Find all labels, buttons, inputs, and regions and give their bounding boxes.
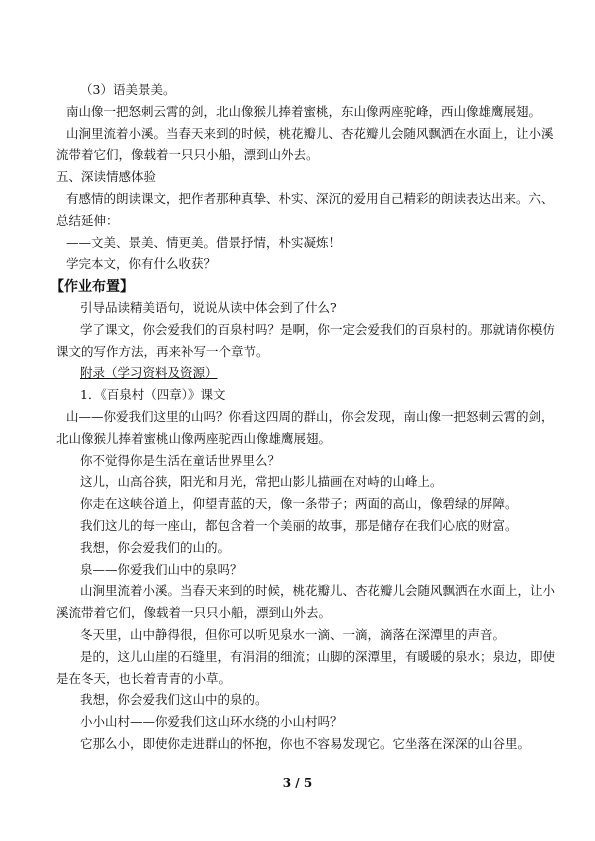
- page-number: 3 / 5: [282, 776, 313, 790]
- text-line: 学完本文，你有什么收获？: [66, 256, 217, 271]
- text-line: 这儿，山高谷狭，阳光和月光，常把山影儿描画在对峙的山峰上。: [80, 474, 443, 489]
- text-line: 是在冬天，也长着青青的小草。: [56, 671, 232, 686]
- section-heading: 五、深读情感体验: [56, 169, 157, 184]
- text-line: 流带着它们，像载着一只只小船，漂到山外去。: [56, 147, 319, 162]
- text-line: 你走在这峡谷道上，仰望青蓝的天，像一条带子；两面的高山，像碧绿的屏障。: [80, 496, 518, 511]
- text-line: 山涧里流着小溪。当春天来到的时候，桃花瓣儿、杏花瓣儿会随风飘洒在水面上，让小: [80, 583, 556, 598]
- text-line: ——文美、景美、情更美。借景抒情，朴实凝炼！: [66, 235, 342, 250]
- text-line: 我想，你会爱我们的山的。: [80, 540, 231, 555]
- text-line: 引导品读精美语句，说说从读中体会到了什么?: [80, 300, 337, 315]
- text-line: 学了课文，你会爱我们的百泉村吗？是啊，你一定会爱我们的百泉村的。那就请你模仿: [80, 322, 556, 337]
- homework-heading: 【作业布置】: [50, 279, 134, 295]
- text-line: 我们这儿的每一座山，都包含着一个美丽的故事，那是储存在我们心底的财富。: [80, 518, 518, 533]
- text-line: 溪流带着它们，像载着一只只小船，漂到山外去。: [56, 605, 332, 620]
- text-line: 山——你爱我们这里的山吗？你看这四周的群山，你会发现，南山像一把怒刺云霄的剑，: [66, 409, 554, 424]
- text-line: 北山像猴儿捧着蜜桃山像两座驼西山像雄鹰展翅。: [56, 431, 332, 446]
- text-line: 南山像一把怒刺云霄的剑，北山像猴儿捧着蜜桃，东山像两座驼峰，西山像雄鹰展翅。: [66, 104, 542, 119]
- text-line: 我想，你会爱我们这山中的泉的。: [80, 692, 268, 707]
- text-line: 它那么小，即使你走进群山的怀抱，你也不容易发现它。它坐落在深深的山谷里。: [80, 736, 531, 751]
- text-line: 课文的写作方法，再来补写一个章节。: [56, 344, 269, 359]
- text-line: 山涧里流着小溪。当春天来到的时候，桃花瓣儿、杏花瓣儿会随风飘洒在水面上，让小溪: [66, 126, 554, 141]
- text-line: 1．《百泉村（四章）》课文: [80, 387, 226, 402]
- text-line: （3）语美景美。: [80, 82, 176, 97]
- text-line: 你不觉得你是生活在童话世界里么？: [80, 453, 281, 468]
- appendix-heading: 附录（学习资料及资源）: [80, 365, 218, 380]
- text-line: 是的，这儿山崖的石缝里，有涓涓的细流；山脚的深潭里，有暖暖的泉水；泉边，即使: [80, 649, 556, 664]
- text-line: 泉——你爱我们山中的泉吗？: [80, 562, 243, 577]
- text-line: 总结延伸：: [56, 213, 119, 228]
- text-line: 冬天里，山中静得很，但你可以听见泉水一滴、一滴，滴落在深潭里的声音。: [80, 627, 506, 642]
- text-line: 有感情的朗读课文，把作者那种真挚、朴实、深沉的爱用自己精彩的朗读表达出来。六、: [66, 191, 554, 206]
- text-line: 小小山村——你爱我们这山环水绕的小山村吗？: [80, 714, 343, 729]
